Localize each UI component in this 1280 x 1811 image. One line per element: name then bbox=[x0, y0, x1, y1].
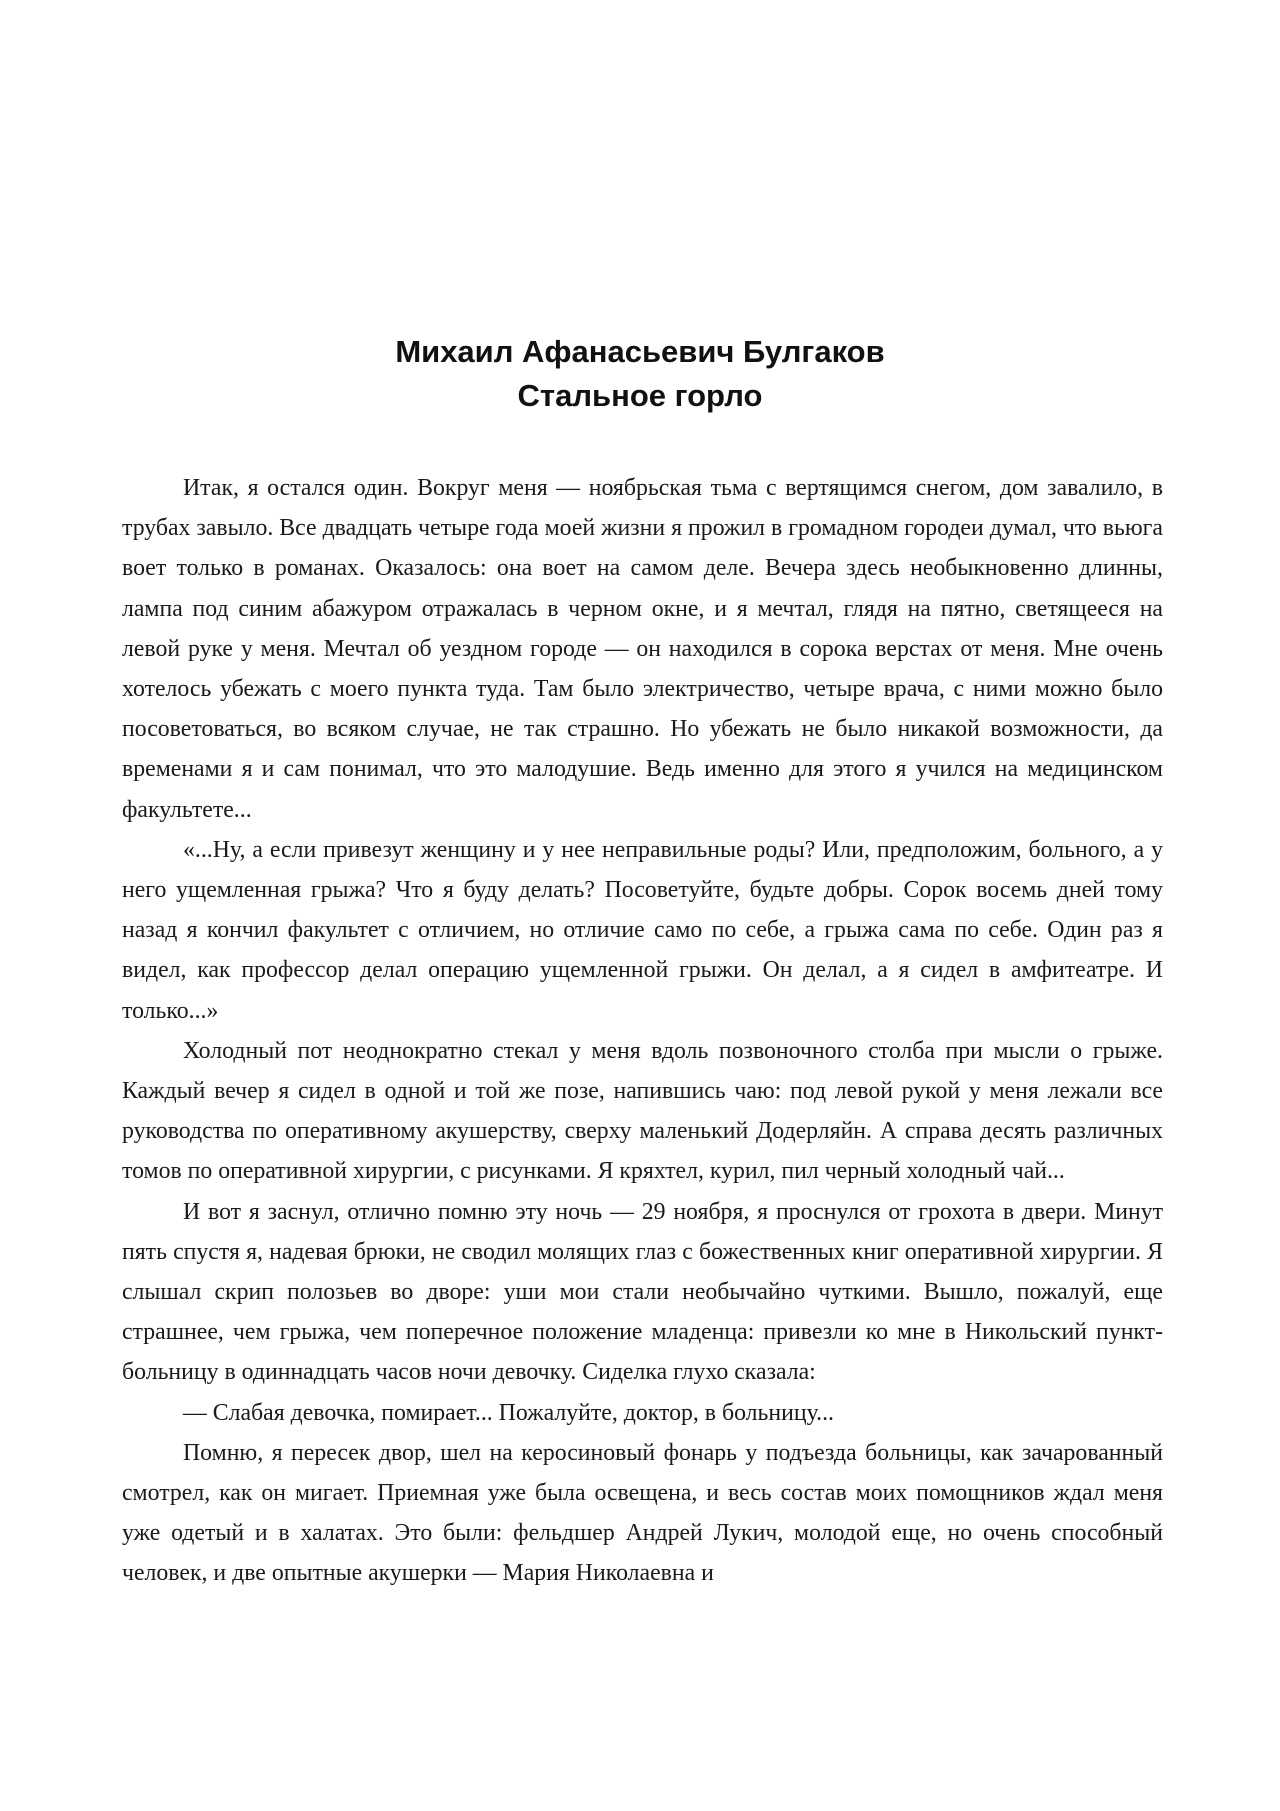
paragraph: — Слабая девочка, помирает... Пожалуйте, доктор, в больницу... bbox=[183, 1399, 834, 1426]
story-text bbox=[122, 468, 1163, 1594]
paragraph: «...Ну, а если привезут женщину и у нее неправильные роды? Или, предположим, больного, а у него ущемленная грыжа? Что я буду делать? Посоветуйте, будьте добры. Сорок восемь дней тому назад я кончил факультет с отличием, но отличие само по себе, а грыжа сама по себе. Один раз я видел, как профессор делал операцию ущемленной грыжи. Он делал, а я сидел в амфитеатре. И только...» bbox=[122, 836, 1163, 1024]
paragraph: Итак, я остался один. Вокруг меня — ноябрьская тьма с вертящимся снегом, дом завалило, в трубах завыло. Все двадцать четыре года моей жизни я прожил в громадном городеи думал, что вьюга воет только в романах. Оказалось: она воет на самом деле. Вечера здесь необыкновенно длинны, лампа под синим абажуром отражалась в черном окне, и я мечтал, глядя на пятно, светящееся на левой руке у меня. Мечтал об уездном городе — он находился в сорока верстах от меня. Мне очень хотелось убежать с моего пункта туда. Там было электричество, четыре врача, с ними можно было посоветоваться, во всяком случае, не так страшно. Но убежать не было никакой возможности, да временами я и сам понимал, что это малодушие. Ведь именно для этого я учился на медицинском факультете... bbox=[122, 475, 1163, 823]
story-title: Стальное горло bbox=[517, 378, 763, 413]
paragraph: Холодный пот неоднократно стекал у меня вдоль позвоночного столба при мысли о грыже. Каждый вечер я сидел в одной и той же позе, напившись чаю: под левой рукой у меня лежали все руководства по оперативному акушерству, сверху маленький Додерляйн. А справа десять различных томов по оперативной хирургии, с рисунками. Я кряхтел, курил, пил черный холодный чай... bbox=[122, 1037, 1163, 1185]
author-name: Михаил Афанасьевич Булгаков bbox=[395, 334, 885, 369]
paragraph: И вот я заснул, отлично помню эту ночь — 29 ноября, я проснулся от грохота в двери. Минут пять спустя я, надевая брюки, не сводил молящих глаз с божественных книг оперативной хирургии. Я слышал скрип полозьев во дворе: уши мои стали необычайно чуткими. Вышло, пожалуй, еще страшнее, чем грыжа, чем поперечное положение младенца: привезли ко мне в Никольский пункт-больницу в одиннадцать часов ночи девочку. Сиделка глухо сказала: bbox=[122, 1198, 1163, 1386]
document-header bbox=[0, 330, 1280, 418]
paragraph: Помню, я пересек двор, шел на керосиновый фонарь у подъезда больницы, как зачарованный смотрел, как он мигает. Приемная уже была освещена, и весь состав моих помощников ждал меня уже одетый и в халатах. Это были: фельдшер Андрей Лукич, молодой еще, но очень способный человек, и две опытные акушерки — Мария Николаевна и bbox=[122, 1439, 1163, 1587]
